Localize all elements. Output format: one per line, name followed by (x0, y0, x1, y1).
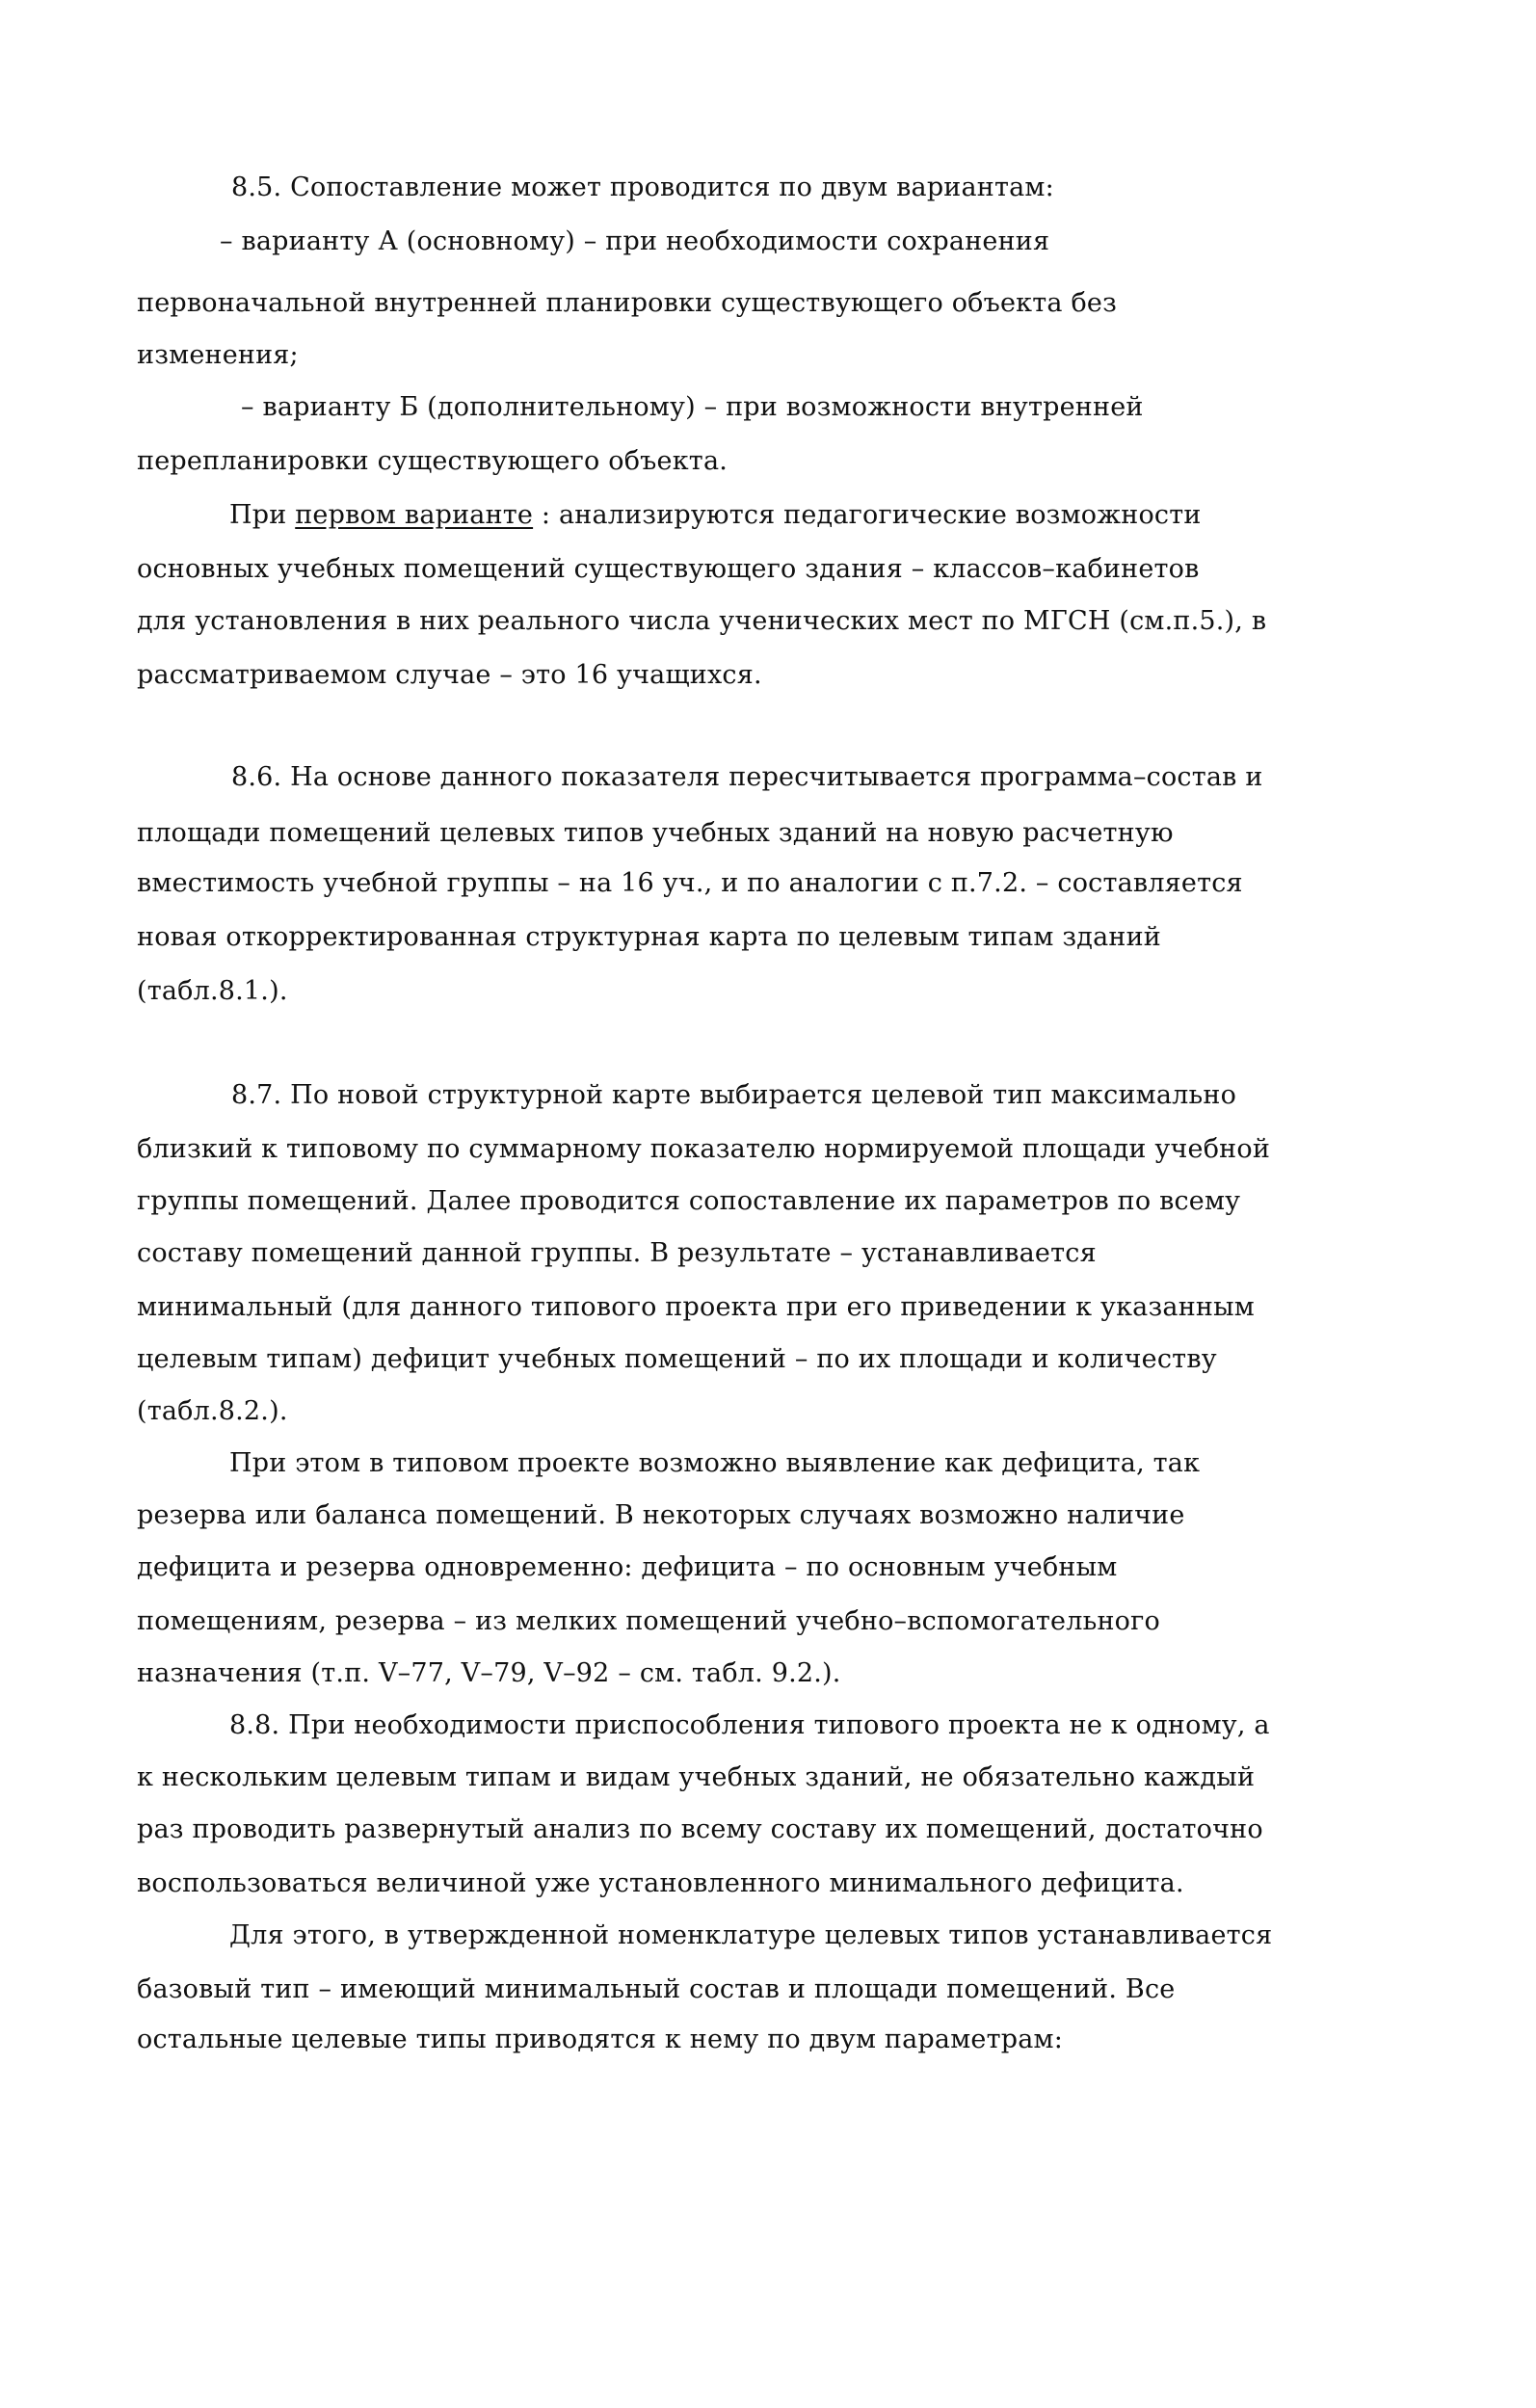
text-line: минимальный (для данного типового проекта при его приведении к указанным (137, 1292, 1255, 1322)
text-line: 8.5. Сопоставление может проводится по двум вариантам: (231, 172, 1054, 202)
text-line: остальные целевые типы приводятся к нему по двум параметрам: (137, 2024, 1063, 2054)
text-span: При (229, 500, 296, 530)
text-line: площади помещений целевых типов учебных зданий на новую расчетную (137, 818, 1174, 848)
text-line: – варианту Б (дополнительному) – при возможности внутренней (241, 392, 1144, 422)
text-line: рассматриваемом случае – это 16 учащихся. (137, 660, 762, 690)
text-line: первоначальной внутренней планировки существующего объекта без (137, 288, 1118, 318)
text-line: раз проводить развернутый анализ по всему составу их помещений, достаточно (137, 1814, 1263, 1844)
text-line: (табл.8.2.). (137, 1396, 288, 1426)
text-span: : анализируются педагогические возможности (533, 500, 1202, 530)
text-line: резерва или баланса помещений. В некоторых случаях возможно наличие (137, 1500, 1185, 1530)
text-line: назначения (т.п. V–77, V–79, V–92 – см. табл. 9.2.). (137, 1658, 841, 1688)
text-line: (табл.8.1.). (137, 976, 288, 1006)
text-line: для установления в них реального числа ученических мест по МГСН (см.п.5.), в (137, 606, 1267, 636)
text-line: дефицита и резерва одновременно: дефицита – по основным учебным (137, 1552, 1118, 1582)
text-line: При этом в типовом проекте возможно выявление как дефицита, так (229, 1448, 1201, 1478)
text-line: 8.6. На основе данного показателя пересчитывается программа–состав и (231, 762, 1263, 792)
text-line: – варианту А (основному) – при необходимости сохранения (220, 226, 1050, 256)
text-line: перепланировки существующего объекта. (137, 446, 728, 476)
text-line: 8.7. По новой структурной карте выбирается целевой тип максимально (231, 1080, 1237, 1110)
text-line: помещениям, резерва – из мелких помещений учебно–вспомогательного (137, 1606, 1160, 1636)
text-line: воспользоваться величиной уже установленного минимального дефицита. (137, 1868, 1184, 1898)
text-line: составу помещений даннoй группы. В результате – устанавливается (137, 1238, 1097, 1268)
underlined-term: первом варианте (295, 500, 534, 530)
text-line: целевым типам) дефицит учебных помещений – по их площади и количеству (137, 1344, 1217, 1374)
text-line: к нескольким целевым типам и видам учебных зданий, не обязательно каждый (137, 1762, 1256, 1792)
text-line: вместимость учебной группы – на 16 уч., и по аналогии с п.7.2. – составляется (137, 868, 1243, 898)
text-line: группы помещений. Далее проводится сопоставление их параметров по всему (137, 1186, 1241, 1216)
text-line: 8.8. При необходимости приспособления типового проекта не к одному, а (229, 1710, 1270, 1740)
text-line: базовый тип – имеющий минимальный состав и площади помещений. Все (137, 1974, 1176, 2004)
text-line: близкий к типовому по суммарному показателю нормируемой площади учебной (137, 1134, 1271, 1164)
text-line: основных учебных помещений существующего здания – классов–кабинетов (137, 554, 1200, 584)
text-line: Для этого, в утвержденной номенклатуре целевых типов устанавливается (229, 1920, 1273, 1950)
text-line: изменения; (137, 340, 299, 370)
text-line (229, 499, 1202, 532)
text-line: новая откорректированная структурная карта по целевым типам зданий (137, 922, 1161, 952)
